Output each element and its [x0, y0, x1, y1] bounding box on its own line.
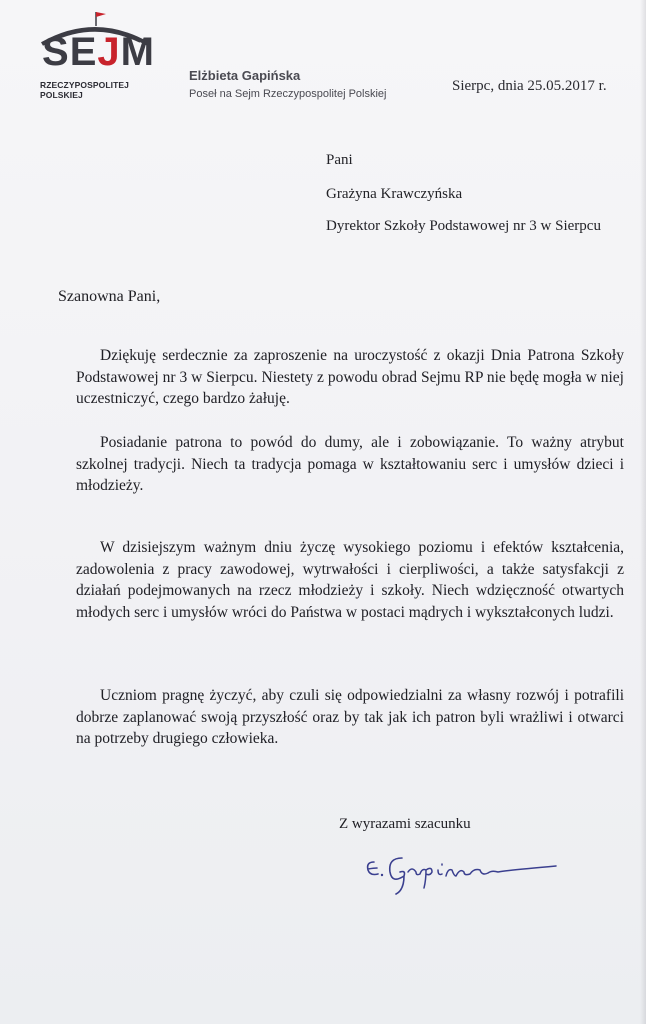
paragraph-2-text: Posiadanie patrona to powód do dumy, ale i zobowiązanie. To ważny atrybut szkolnej tradycji. Niech ta tradycja pomaga w kształtowaniu serc i umysłów dzieci i młodzieży. [76, 434, 624, 494]
sender-title: Poseł na Sejm Rzeczypospolitej Polskiej [189, 88, 387, 100]
paragraph-3 [76, 537, 624, 623]
salutation: Szanowna Pani, [58, 288, 161, 305]
logo-subtitle: RZECZYPOSPOLITEJ POLSKIEJ [40, 80, 129, 100]
signature [360, 840, 560, 900]
page-edge-shadow [640, 0, 646, 1024]
paragraph-4 [76, 685, 624, 750]
logo-wordmark: SEJM [42, 30, 155, 74]
paragraph-1-text: Dziękuję serdecznie za zaproszenie na uroczystość z okazji Dnia Patrona Szkoły Podstawowej nr 3 w Sierpcu. Niestety z powodu obrad Sejmu RP nie będę mogła w niej uczestniczyć, czego bardzo żałuję. [76, 347, 624, 407]
paragraph-1 [76, 345, 624, 410]
sender-name: Elżbieta Gapińska [189, 68, 301, 83]
paragraph-3-text: W dzisiejszym ważnym dniu życzę wysokiego poziomu i efektów kształcenia, zadowolenia z pracy zawodowej, wytrwałości i cierpliwości, a także satysfakcji z działań podejmowanych na rzecz młodzieży i szkoły. Niech wdzięczność otwartych młodych serc i umysłów wróci do Państwa w postaci mądrych i wykształconych ludzi. [76, 539, 624, 621]
letter-date: Sierpc, dnia 25.05.2017 r. [452, 78, 607, 94]
paragraph-2 [76, 432, 624, 497]
closing: Z wyrazami szacunku [339, 816, 471, 832]
recipient-line-1: Pani [326, 152, 353, 168]
recipient-line-3: Dyrektor Szkoły Podstawowej nr 3 w Sierpcu [326, 218, 601, 234]
recipient-line-2: Grażyna Krawczyńska [326, 186, 463, 202]
paragraph-4-text: Uczniom pragnę życzyć, aby czuli się odpowiedzialni za własny rozwój i potrafili dobrze zaplanować swoją przyszłość oraz by tak jak ich patron byli wrażliwi i otwarci na potrzeby drugiego człowieka. [76, 687, 624, 747]
